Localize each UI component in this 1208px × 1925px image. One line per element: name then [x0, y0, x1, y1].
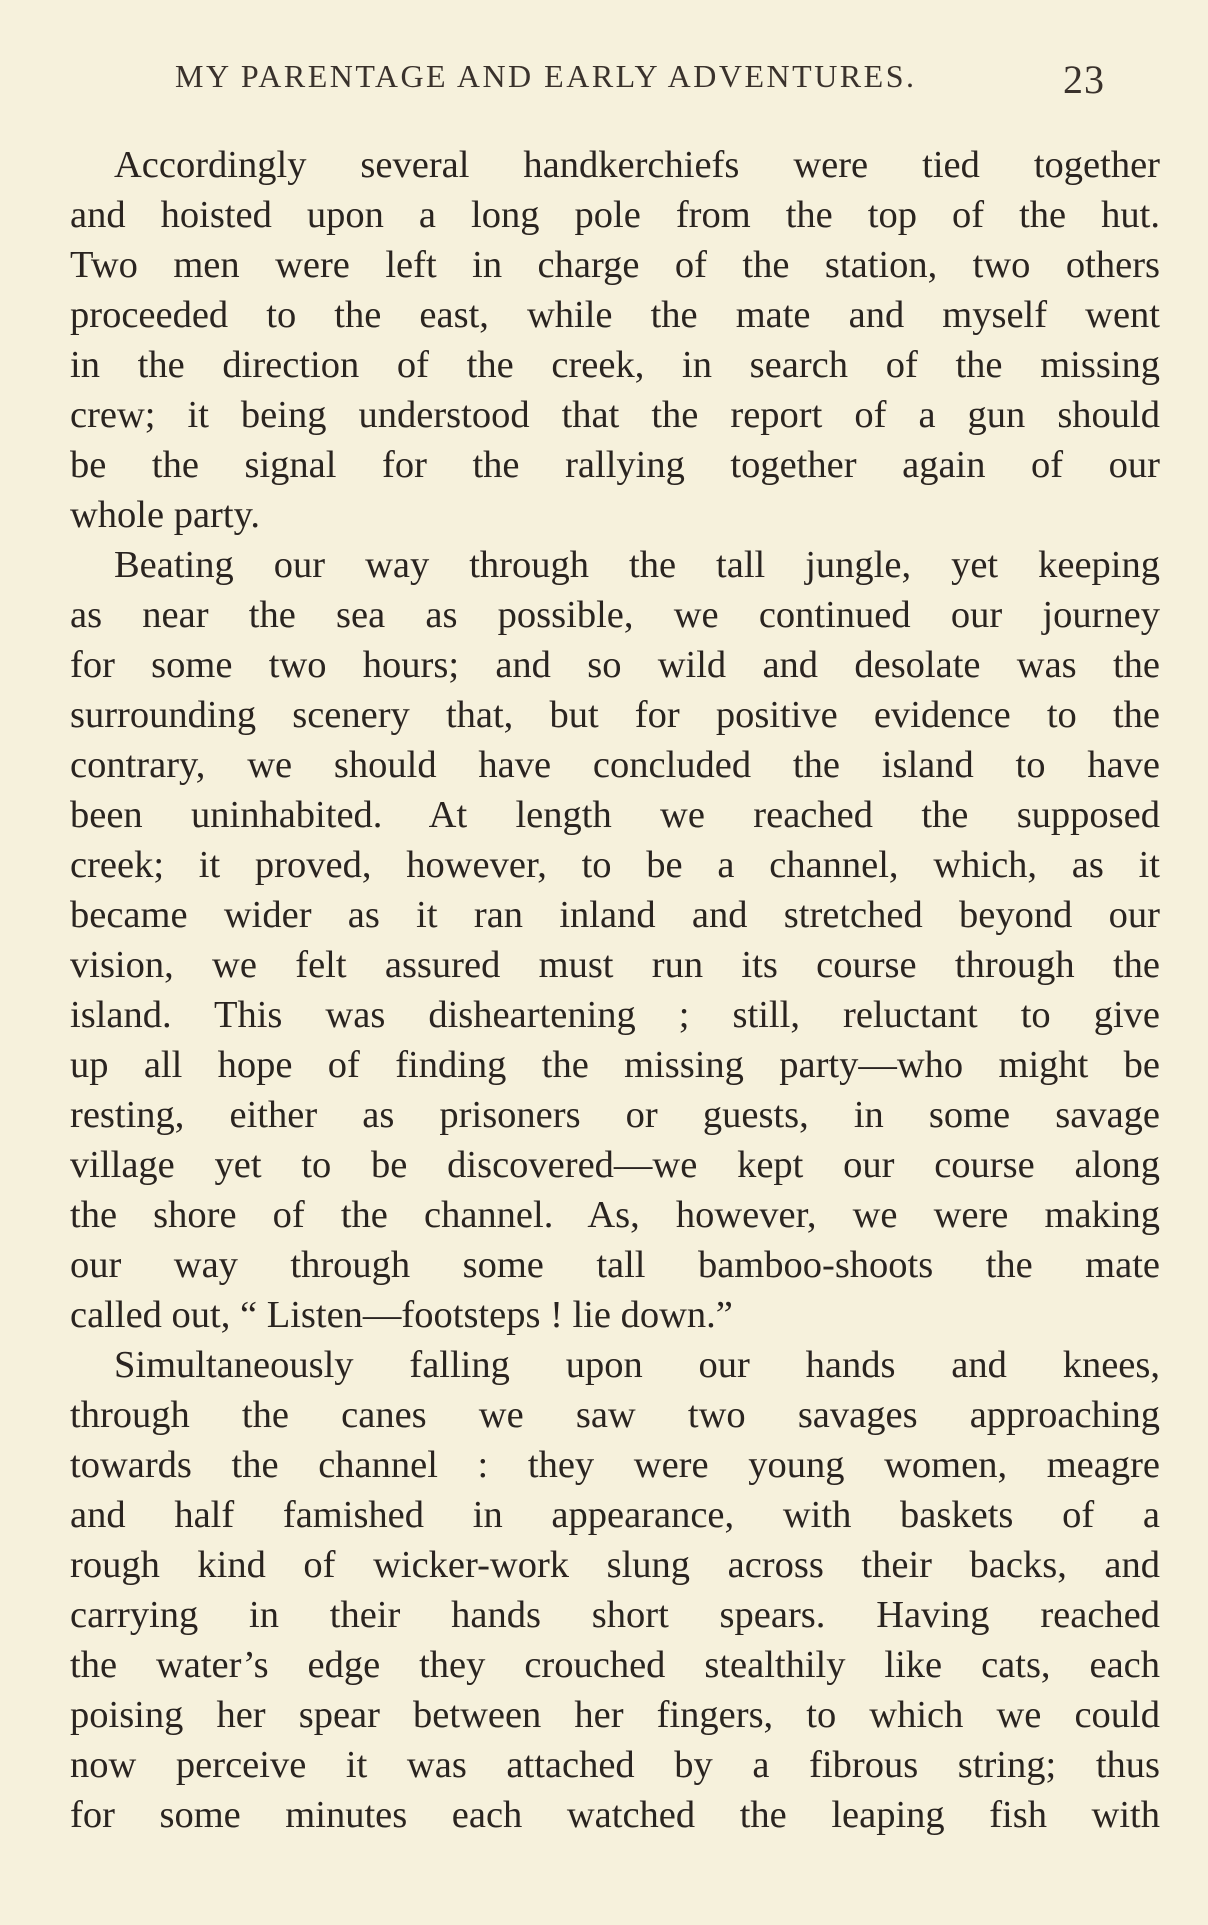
text-line: and half famished in appearance, with baskets of a — [70, 1494, 1160, 1536]
text-line: crew; it being understood that the report of a gun should — [70, 394, 1160, 436]
text-line: towards the channel : they were young women, meagre — [70, 1444, 1160, 1486]
text-line: rough kind of wicker-work slung across their backs, and — [70, 1544, 1160, 1586]
text-line: Simultaneously falling upon our hands and knees, — [114, 1344, 1160, 1386]
text-line: Two men were left in charge of the station, two others — [70, 244, 1160, 286]
text-line: up all hope of finding the missing party—who might be — [70, 1044, 1160, 1086]
text-line: the shore of the channel. As, however, we were making — [70, 1194, 1160, 1236]
text-line: poising her spear between her fingers, to which we could — [70, 1694, 1160, 1736]
text-line: in the direction of the creek, in search of the missing — [70, 344, 1160, 386]
text-line: island. This was disheartening ; still, reluctant to give — [70, 994, 1160, 1036]
text-line: contrary, we should have concluded the island to have — [70, 744, 1160, 786]
text-line: through the canes we saw two savages approaching — [70, 1394, 1160, 1436]
running-head-title: MY PARENTAGE AND EARLY ADVENTURES. — [175, 58, 917, 94]
running-head — [175, 52, 1105, 102]
text-line: been uninhabited. At length we reached the supposed — [70, 794, 1160, 836]
text-line: resting, either as prisoners or guests, in some savage — [70, 1094, 1160, 1136]
text-line: creek; it proved, however, to be a channel, which, as it — [70, 844, 1160, 886]
paragraph — [70, 140, 1160, 540]
text-line: be the signal for the rallying together again of our — [70, 444, 1160, 486]
text-line: vision, we felt assured must run its course through the — [70, 944, 1160, 986]
body-text — [70, 140, 1160, 1840]
text-line: our way through some tall bamboo-shoots the mate — [70, 1244, 1160, 1286]
text-line: whole party. — [70, 494, 260, 536]
text-line: Beating our way through the tall jungle, yet keeping — [114, 544, 1160, 586]
text-line: the water’s edge they crouched stealthily like cats, each — [70, 1644, 1160, 1686]
text-line: proceeded to the east, while the mate and myself went — [70, 294, 1160, 336]
text-line: for some two hours; and so wild and desolate was the — [70, 644, 1160, 686]
paragraph — [70, 1340, 1160, 1840]
text-line: Accordingly several handkerchiefs were tied together — [114, 144, 1160, 186]
paragraph — [70, 540, 1160, 1340]
text-line: called out, “ Listen—footsteps ! lie down.” — [70, 1294, 733, 1336]
text-line: as near the sea as possible, we continued our journey — [70, 594, 1160, 636]
text-line: for some minutes each watched the leaping fish with — [70, 1794, 1160, 1836]
page-number: 23 — [1063, 57, 1105, 102]
text-line: now perceive it was attached by a fibrous string; thus — [70, 1744, 1160, 1786]
text-line: became wider as it ran inland and stretched beyond our — [70, 894, 1160, 936]
text-line: and hoisted upon a long pole from the top of the hut. — [70, 194, 1160, 236]
text-line: carrying in their hands short spears. Having reached — [70, 1594, 1160, 1636]
text-line: surrounding scenery that, but for positive evidence to the — [70, 694, 1160, 736]
text-line: village yet to be discovered—we kept our course along — [70, 1144, 1160, 1186]
